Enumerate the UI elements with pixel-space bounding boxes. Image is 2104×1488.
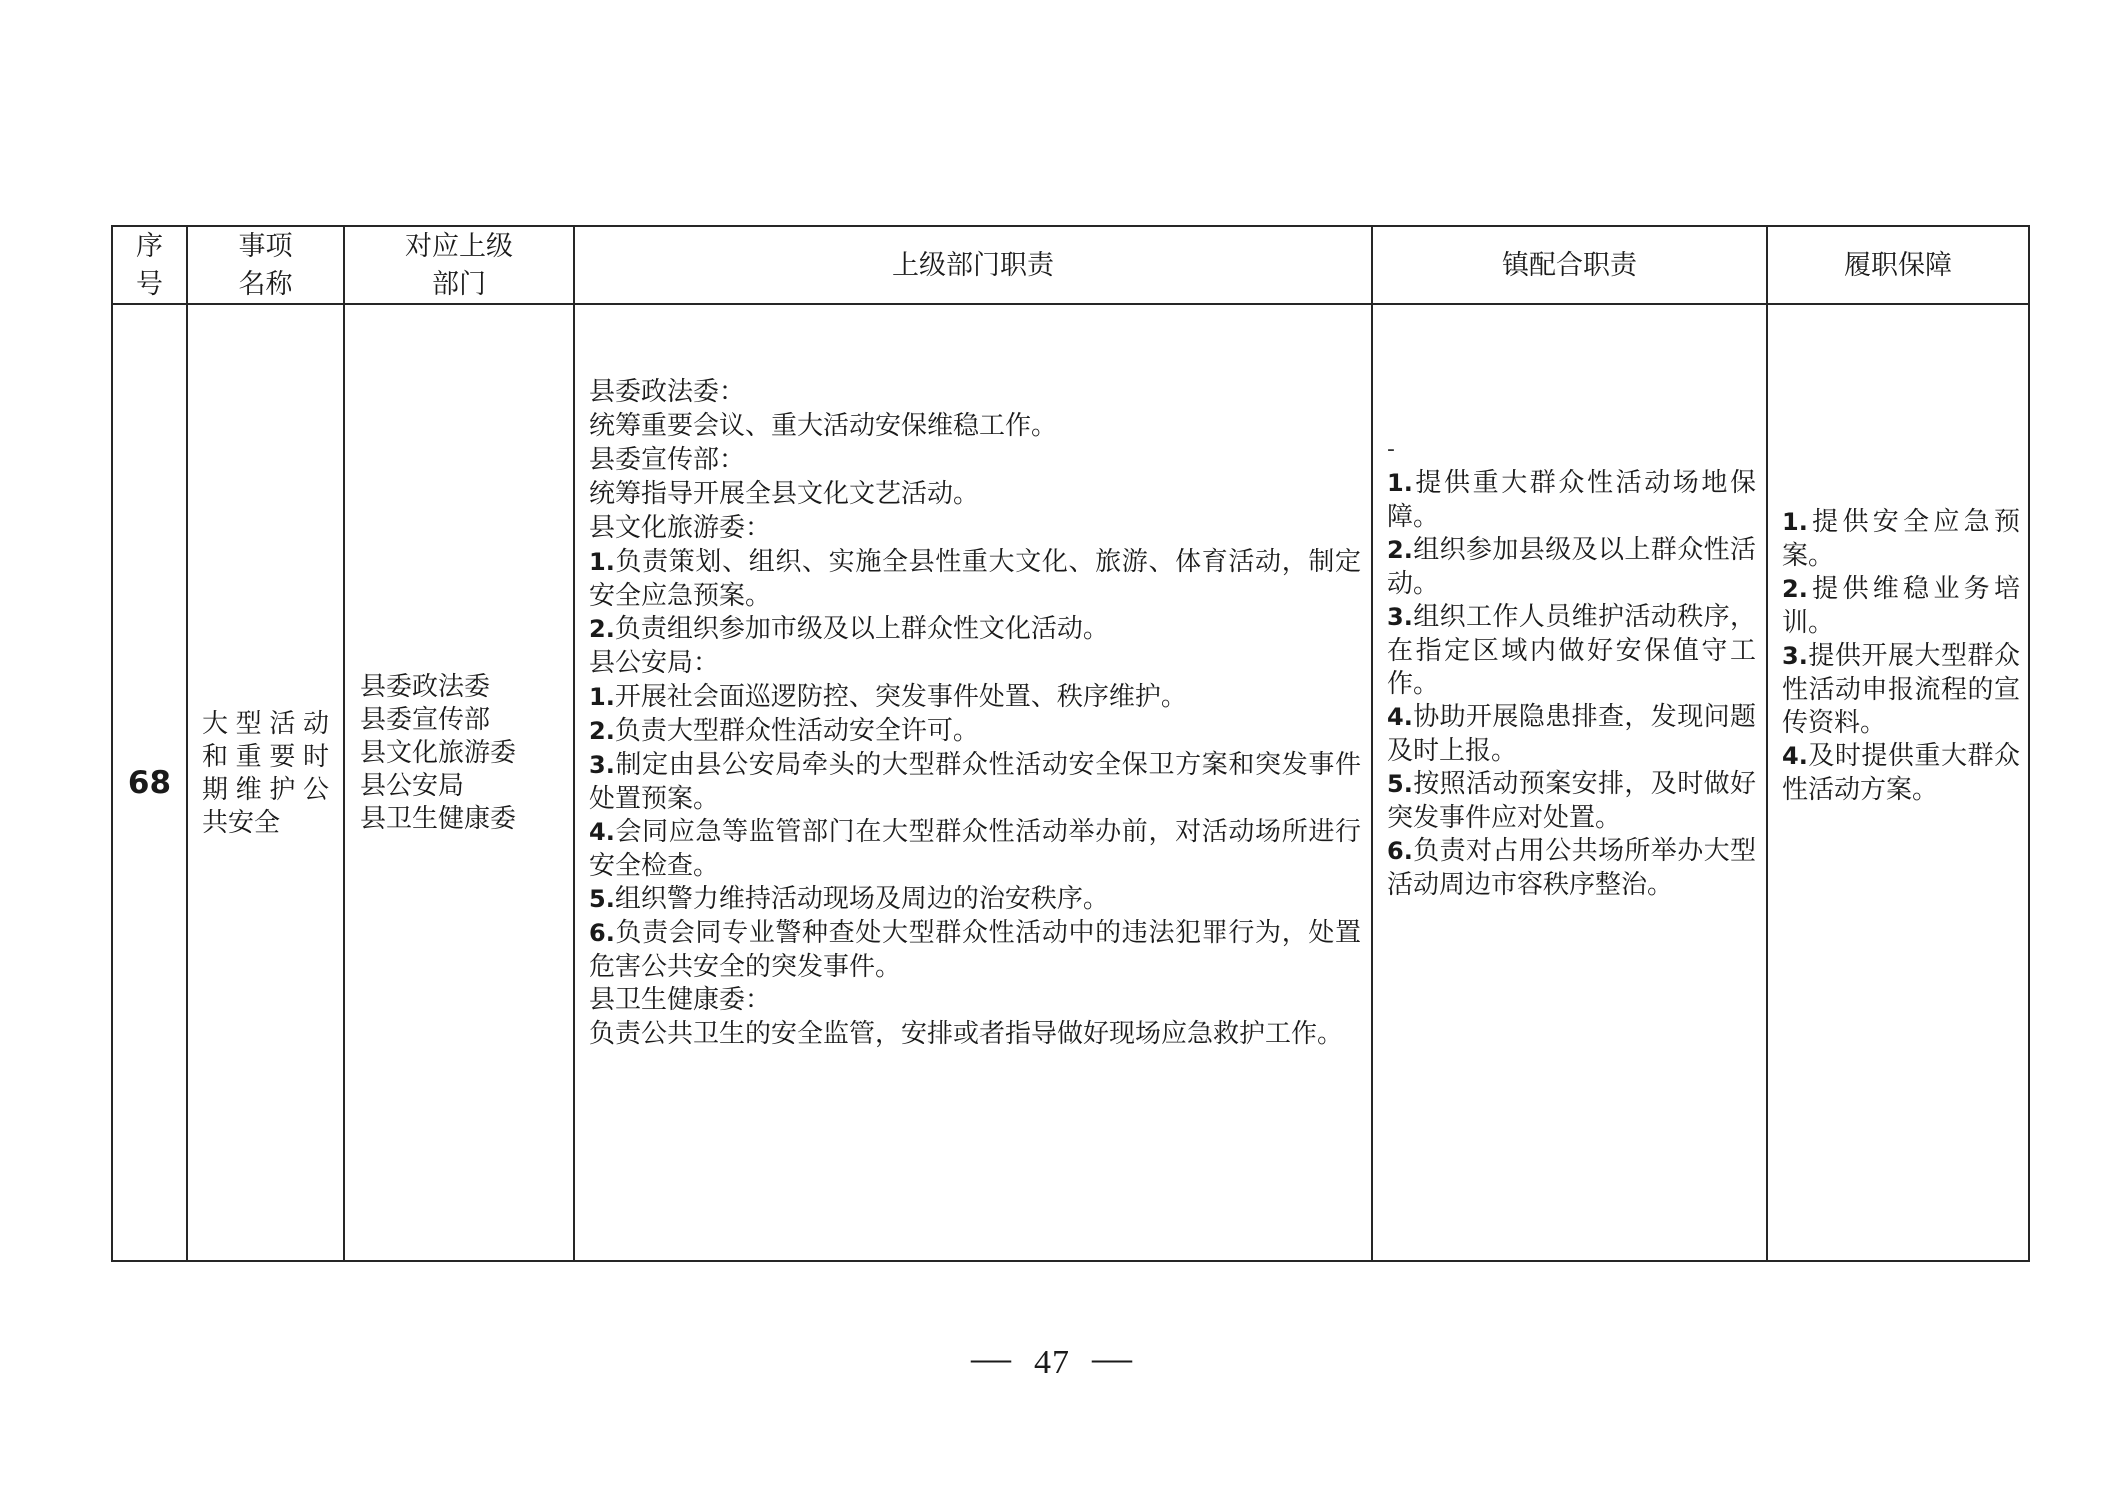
header-guarantee xyxy=(1768,227,2028,305)
cell-town-duties xyxy=(1373,305,1768,1260)
dept-line: 县公安局 xyxy=(360,771,465,800)
guarantee-item: 2.提供维稳业务培训。 xyxy=(1782,574,2020,637)
duty-item: 负责公共卫生的安全监管，安排或者指导做好现场应急救护工作。 xyxy=(589,1019,1344,1048)
duty-item: 6.负责会同专业警种查处大型群众性活动中的违法犯罪行为，处置危害公共安全的突发事件。 xyxy=(589,918,1361,981)
page-number-right-dash: — xyxy=(1092,1335,1133,1380)
town-duty-item: 6.负责对占用公共场所举办大型活动周边市容秩序整治。 xyxy=(1387,836,1756,899)
duty-item: 2.负责组织参加市级及以上群众性文化活动。 xyxy=(589,614,1109,643)
guarantee-item: 1.提供安全应急预案。 xyxy=(1782,507,2020,570)
dept-line: 县委政法委 xyxy=(360,672,491,701)
duty-dept-heading: 县委宣传部： xyxy=(589,445,746,474)
header-seq xyxy=(113,227,188,305)
duty-dept-heading: 县委政法委： xyxy=(589,377,746,406)
duties-table xyxy=(111,225,2030,1262)
header-superior-dept xyxy=(345,227,575,305)
dept-line: 县委宣传部 xyxy=(360,705,491,734)
header-item-name-line2: 名称 xyxy=(238,269,293,299)
header-guarantee-label: 履职保障 xyxy=(1844,250,1952,280)
guarantee-item: 4.及时提供重大群众性活动方案。 xyxy=(1782,741,2020,804)
header-superior-dept-line2: 部门 xyxy=(432,269,486,299)
duty-item: 1.开展社会面巡逻防控、突发事件处置、秩序维护。 xyxy=(589,682,1187,711)
cell-superior-duties xyxy=(575,305,1373,1260)
duty-item: 统筹指导开展全县文化文艺活动。 xyxy=(589,479,980,508)
guarantee-item: 3.提供开展大型群众性活动申报流程的宣传资料。 xyxy=(1782,641,2020,737)
town-duty-item: 4.协助开展隐患排查，发现问题及时上报。 xyxy=(1387,702,1756,765)
dept-line: 县文化旅游委 xyxy=(360,738,517,767)
duty-item: 1.负责策划、组织、实施全县性重大文化、旅游、体育活动，制定安全应急预案。 xyxy=(589,547,1361,610)
cell-seq xyxy=(113,305,188,1260)
header-seq-line2: 号 xyxy=(136,269,163,299)
header-town-duties-label: 镇配合职责 xyxy=(1502,250,1637,280)
cell-superior-departments xyxy=(345,305,575,1260)
duty-item: 4.会同应急等监管部门在大型群众性活动举办前，对活动场所进行安全检查。 xyxy=(589,817,1361,880)
cell-guarantees xyxy=(1768,305,2028,1260)
header-seq-line1: 序 xyxy=(136,231,163,261)
header-superior-duties-label: 上级部门职责 xyxy=(892,250,1054,280)
town-duty-item: 2.组织参加县级及以上群众性活动。 xyxy=(1387,535,1756,598)
page-number xyxy=(0,1334,2104,1382)
town-duty-item: 3.组织工作人员维护活动秩序，在指定区域内做好安保值守工作。 xyxy=(1387,602,1756,698)
stray-mark: - xyxy=(1387,437,1395,462)
header-superior-duties xyxy=(575,227,1373,305)
page-number-left-dash: — xyxy=(971,1335,1012,1380)
dept-line: 县卫生健康委 xyxy=(360,804,517,833)
page-number-value: 47 xyxy=(1034,1344,1070,1381)
town-duty-item: 1.提供重大群众性活动场地保障。 xyxy=(1387,468,1756,531)
duty-item: 5.组织警力维持活动现场及周边的治安秩序。 xyxy=(589,884,1109,913)
duty-dept-heading: 县文化旅游委： xyxy=(589,513,772,542)
duty-item: 统筹重要会议、重大活动安保维稳工作。 xyxy=(589,411,1058,440)
duty-item: 2.负责大型群众性活动安全许可。 xyxy=(589,716,979,745)
cell-item-name xyxy=(188,305,345,1260)
town-duty-item: 5.按照活动预案安排，及时做好突发事件应对处置。 xyxy=(1387,769,1756,832)
header-item-name xyxy=(188,227,345,305)
header-town-duties xyxy=(1373,227,1768,305)
item-name-text: 大型活动和重要时期维护公共安全 xyxy=(202,708,329,837)
seq-number: 68 xyxy=(127,764,172,801)
header-item-name-line1: 事项 xyxy=(238,231,293,261)
duty-item: 3.制定由县公安局牵头的大型群众性活动安全保卫方案和突发事件处置预案。 xyxy=(589,750,1361,813)
duty-dept-heading: 县卫生健康委： xyxy=(589,985,772,1014)
header-superior-dept-line1: 对应上级 xyxy=(405,231,513,261)
duty-dept-heading: 县公安局： xyxy=(589,648,720,677)
